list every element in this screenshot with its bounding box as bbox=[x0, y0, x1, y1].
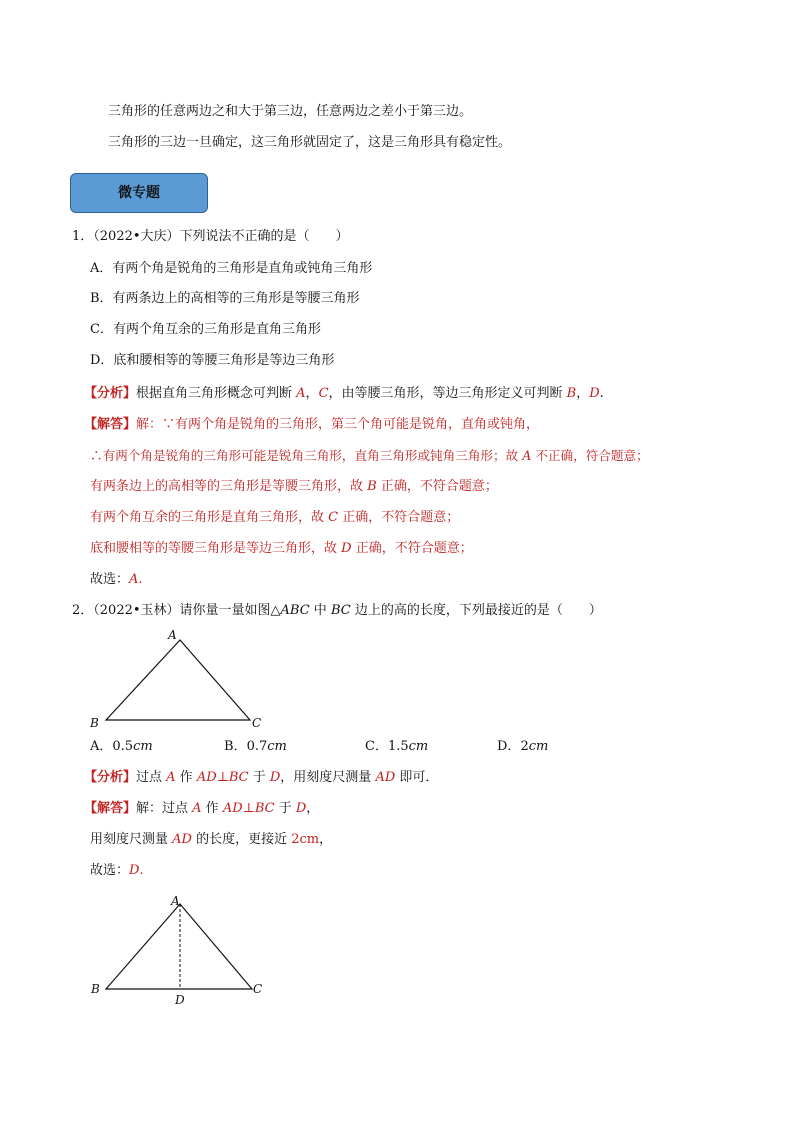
q2-figure-triangle-with-height bbox=[84, 892, 284, 1012]
analysis-tag: 【分析】 bbox=[84, 386, 137, 401]
vertex-label-c: C bbox=[252, 716, 262, 730]
q1-answer-2: ∴有两个角是锐角的三角形可能是锐角三角形，直角三角形或钝角三角形；故 A 不正确，符合题意； bbox=[90, 448, 649, 463]
vertex-label-c-2: C bbox=[253, 982, 263, 996]
q2-figure-triangle bbox=[84, 624, 274, 734]
q1-answer-5: 底和腰相等的等腰三角形是等边三角形，故 D 正确，不符合题意； bbox=[90, 541, 473, 556]
intro-line-1: 三角形的任意两边之和大于第三边，任意两边之差小于第三边。 bbox=[108, 104, 473, 119]
q1-answer-4: 有两个角互余的三角形是直角三角形，故 C 正确，不符合题意； bbox=[90, 510, 460, 525]
triangle-abc-2 bbox=[106, 904, 252, 989]
q1-answer-1: 【解答】解：∵有两个角是锐角的三角形，第三个角可能是锐角，直角或钝角， bbox=[84, 417, 540, 432]
q2-choice: 故选：D. bbox=[90, 863, 144, 878]
q2-answer-1: 【解答】解：过点 A 作 AD⊥BC 于 D， bbox=[84, 801, 320, 816]
q1-option-a: A．有两个角是锐角的三角形是直角或钝角三角形 bbox=[90, 261, 373, 276]
q2-option-c: C．1.5cm bbox=[365, 739, 429, 754]
foot-label-d: D bbox=[175, 993, 185, 1007]
q1-answer-3: 有两条边上的高相等的三角形是等腰三角形，故 B 正确，不符合题意； bbox=[90, 479, 498, 494]
q1-option-d: D．底和腰相等的等腰三角形是等边三角形 bbox=[90, 353, 335, 368]
q2-answer-2: 用刻度尺测量 AD 的长度，更接近 2cm， bbox=[90, 832, 333, 847]
q2-option-d: D．2cm bbox=[497, 739, 549, 754]
q1-choice: 故选：A. bbox=[90, 572, 143, 587]
triangle-abc bbox=[106, 640, 250, 720]
answer-tag: 【解答】 bbox=[84, 417, 137, 432]
vertex-label-a: A bbox=[168, 628, 177, 642]
q2-analysis: 【分析】过点 A 作 AD⊥BC 于 D，用刻度尺测量 AD 即可． bbox=[84, 770, 439, 785]
vertex-label-a-2: A bbox=[171, 894, 180, 908]
q2-stem: 2．（2022•玉林）请你量一量如图△ABC 中 BC 边上的高的长度，下列最接近的是（ ） bbox=[72, 603, 602, 618]
section-badge: 微专题 bbox=[70, 173, 208, 213]
q2-option-a: A．0.5cm bbox=[90, 739, 153, 754]
intro-line-2: 三角形的三边一旦确定，这三角形就固定了，这是三角形具有稳定性。 bbox=[108, 135, 512, 150]
q1-option-b: B．有两条边上的高相等的三角形是等腰三角形 bbox=[90, 291, 360, 306]
vertex-label-b-2: B bbox=[91, 982, 100, 996]
q2-option-b: B．0.7cm bbox=[224, 739, 287, 754]
q1-analysis: 【分析】根据直角三角形概念可判断 A，C，由等腰三角形，等边三角形定义可判断 B，D. bbox=[84, 386, 604, 401]
vertex-label-b: B bbox=[90, 716, 99, 730]
q1-stem: 1．（2022•大庆）下列说法不正确的是（ ） bbox=[72, 229, 349, 244]
q1-option-c: C．有两个角互余的三角形是直角三角形 bbox=[90, 322, 321, 337]
